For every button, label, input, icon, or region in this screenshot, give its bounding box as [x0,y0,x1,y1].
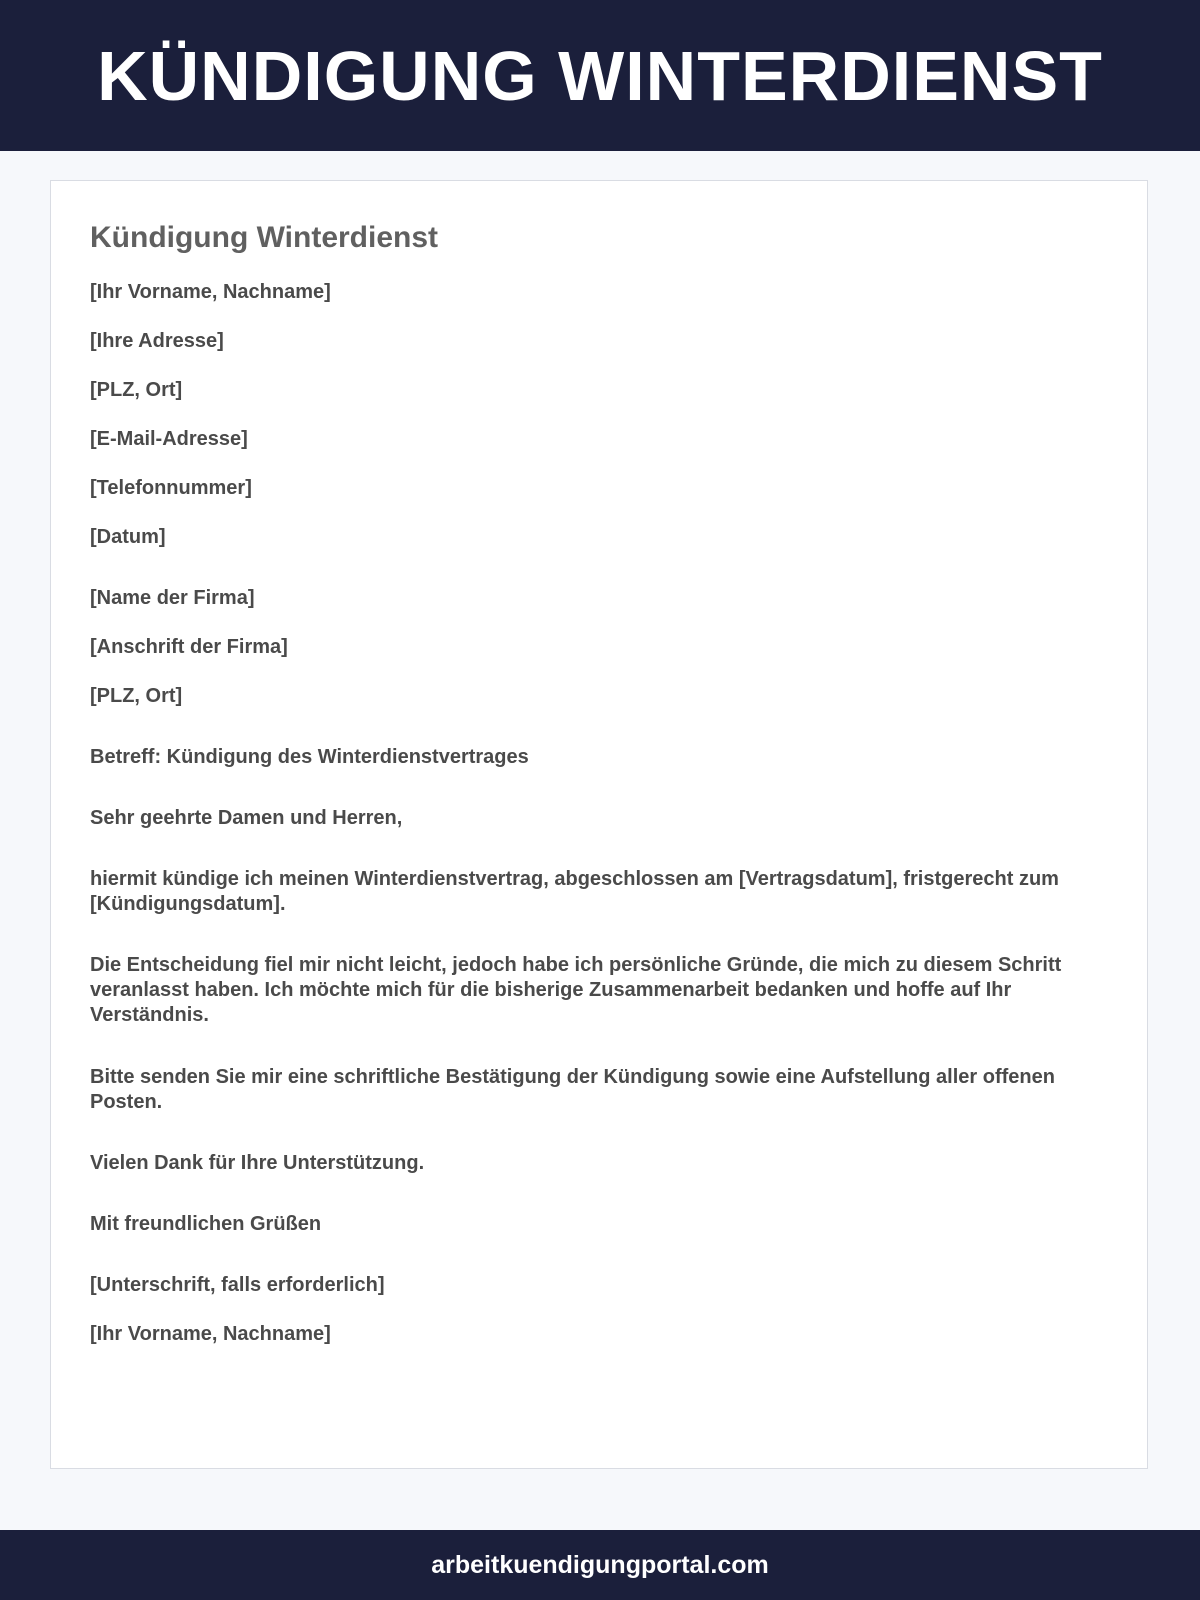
letter-closing: Mit freundlichen Grüßen [90,1213,322,1235]
page-header [0,0,1200,151]
letter-subject: Betreff: Kündigung des Winterdienstvertrages [90,746,529,768]
signer-name: [Ihr Vorname, Nachname] [90,1323,331,1345]
letter-title: Kündigung Winterdienst [90,221,439,254]
recipient-company: [Name der Firma] [90,587,255,609]
header-title: KÜNDIGUNG WINTERDIENST [97,36,1103,115]
letter-salutation: Sehr geehrte Damen und Herren, [90,807,403,829]
recipient-zip-city: [PLZ, Ort] [90,685,183,707]
letter-date: [Datum] [90,526,166,548]
sender-zip-city: [PLZ, Ort] [90,379,183,401]
footer-site: arbeitkuendigungportal.com [431,1550,769,1579]
sender-name: [Ihr Vorname, Nachname] [90,281,331,303]
letter-paragraph-4: Vielen Dank für Ihre Unterstützung. [90,1152,425,1174]
page-footer [0,1530,1200,1600]
letter-signature: [Unterschrift, falls erforderlich] [90,1274,385,1296]
letter-paragraph-1: hiermit kündige ich meinen Winterdienstvertrag, abgeschlossen am [Vertragsdatum], fristgerecht zum [Kündigungsdatum]. [90,868,1059,915]
sender-email: [E-Mail-Adresse] [90,428,248,450]
letter-paragraph-3: Bitte senden Sie mir eine schriftliche Bestätigung der Kündigung sowie eine Aufstellung aller offenen Posten. [90,1066,1055,1113]
sender-address: [Ihre Adresse] [90,330,224,352]
recipient-address: [Anschrift der Firma] [90,636,288,658]
sender-phone: [Telefonnummer] [90,477,252,499]
letter-paragraph-2: Die Entscheidung fiel mir nicht leicht, jedoch habe ich persönliche Gründe, die mich zu diesem Schritt veranlasst haben. Ich möchte mich für die bisherige Zusammenarbeit bedanken und hoffe auf Ihr Verständnis. [90,954,1062,1026]
